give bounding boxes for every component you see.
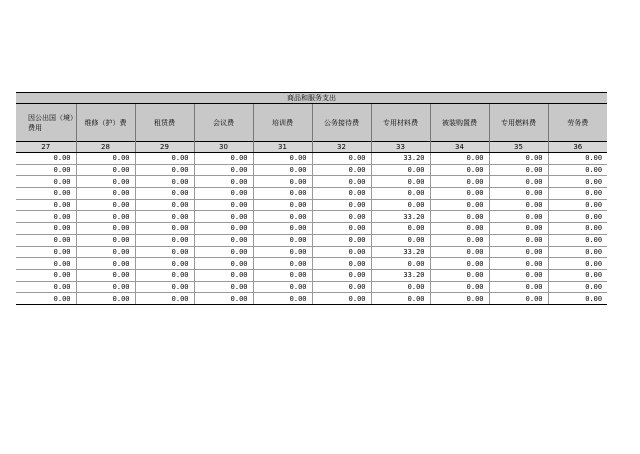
column-header: 专用燃料费 xyxy=(489,104,548,142)
table-cell: 0.00 xyxy=(135,246,194,258)
table-row xyxy=(16,188,607,200)
table-cell: 0.00 xyxy=(135,199,194,211)
table-cell: 0.00 xyxy=(76,269,135,281)
column-index: 33 xyxy=(371,142,430,153)
table-cell: 0.00 xyxy=(76,246,135,258)
table-cell: 33.20 xyxy=(371,246,430,258)
table-cell: 0.00 xyxy=(430,199,489,211)
table-cell: 0.00 xyxy=(194,223,253,235)
table-cell: 0.00 xyxy=(489,164,548,176)
table-cell: 0.00 xyxy=(548,246,607,258)
table-cell: 0.00 xyxy=(489,293,548,305)
table-cell: 0.00 xyxy=(135,153,194,165)
table-cell: 0.00 xyxy=(135,258,194,270)
expenditure-sheet xyxy=(16,92,607,305)
table-cell: 0.00 xyxy=(16,153,76,165)
table-cell: 0.00 xyxy=(489,281,548,293)
table-cell: 0.00 xyxy=(135,293,194,305)
table-cell: 0.00 xyxy=(76,281,135,293)
table-cell: 0.00 xyxy=(194,293,253,305)
table-cell: 0.00 xyxy=(76,176,135,188)
table-cell: 0.00 xyxy=(430,188,489,200)
table-cell: 0.00 xyxy=(489,246,548,258)
table-cell: 0.00 xyxy=(489,223,548,235)
table-cell: 0.00 xyxy=(76,188,135,200)
table-cell: 0.00 xyxy=(16,223,76,235)
table-cell: 0.00 xyxy=(548,293,607,305)
table-cell: 0.00 xyxy=(135,269,194,281)
table-cell: 0.00 xyxy=(194,188,253,200)
table-row xyxy=(16,164,607,176)
column-index: 35 xyxy=(489,142,548,153)
table-row xyxy=(16,281,607,293)
table-cell: 0.00 xyxy=(76,234,135,246)
table-cell: 0.00 xyxy=(16,211,76,223)
table-cell: 0.00 xyxy=(548,258,607,270)
table-cell: 0.00 xyxy=(548,269,607,281)
table-cell: 0.00 xyxy=(430,246,489,258)
table-cell: 0.00 xyxy=(371,281,430,293)
table-cell: 0.00 xyxy=(16,164,76,176)
table-cell: 33.20 xyxy=(371,269,430,281)
table-cell: 0.00 xyxy=(194,281,253,293)
table-cell: 0.00 xyxy=(430,153,489,165)
table-cell: 0.00 xyxy=(16,246,76,258)
table-cell: 0.00 xyxy=(430,293,489,305)
column-header-row xyxy=(16,104,607,142)
column-header: 培训费 xyxy=(253,104,312,142)
table-cell: 0.00 xyxy=(430,223,489,235)
table-cell: 0.00 xyxy=(548,188,607,200)
table-row xyxy=(16,269,607,281)
table-cell: 0.00 xyxy=(253,246,312,258)
table-cell: 0.00 xyxy=(548,223,607,235)
column-index: 29 xyxy=(135,142,194,153)
table-cell: 0.00 xyxy=(194,176,253,188)
table-cell: 0.00 xyxy=(312,258,371,270)
table-cell: 0.00 xyxy=(489,199,548,211)
table-cell: 0.00 xyxy=(489,269,548,281)
table-cell: 0.00 xyxy=(253,258,312,270)
column-index-row xyxy=(16,142,607,153)
table-row xyxy=(16,258,607,270)
table-cell: 0.00 xyxy=(489,258,548,270)
table-cell: 0.00 xyxy=(194,234,253,246)
table-cell: 0.00 xyxy=(253,188,312,200)
table-cell: 0.00 xyxy=(548,164,607,176)
table-cell: 0.00 xyxy=(312,153,371,165)
table-cell: 0.00 xyxy=(76,211,135,223)
table-cell: 0.00 xyxy=(76,258,135,270)
table-cell: 0.00 xyxy=(194,153,253,165)
column-header: 租赁费 xyxy=(135,104,194,142)
table-cell: 0.00 xyxy=(194,211,253,223)
table-cell: 0.00 xyxy=(135,281,194,293)
table-cell: 0.00 xyxy=(253,164,312,176)
table-cell: 0.00 xyxy=(194,164,253,176)
table-cell: 0.00 xyxy=(489,211,548,223)
column-index: 28 xyxy=(76,142,135,153)
table-cell: 0.00 xyxy=(16,199,76,211)
table-cell: 0.00 xyxy=(489,234,548,246)
table-cell: 0.00 xyxy=(312,281,371,293)
table-cell: 0.00 xyxy=(312,234,371,246)
table-cell: 0.00 xyxy=(312,188,371,200)
table-cell: 0.00 xyxy=(135,234,194,246)
table-cell: 0.00 xyxy=(312,164,371,176)
table-body xyxy=(16,153,607,305)
table-cell: 0.00 xyxy=(548,211,607,223)
table-cell: 0.00 xyxy=(135,176,194,188)
table-row xyxy=(16,211,607,223)
table-cell: 0.00 xyxy=(253,281,312,293)
table-row xyxy=(16,246,607,258)
table-cell: 0.00 xyxy=(371,164,430,176)
table-cell: 0.00 xyxy=(16,269,76,281)
table-cell: 0.00 xyxy=(548,153,607,165)
table-cell: 0.00 xyxy=(312,246,371,258)
group-title: 商品和服务支出 xyxy=(16,93,607,104)
table-row xyxy=(16,293,607,305)
column-index: 34 xyxy=(430,142,489,153)
table-cell: 0.00 xyxy=(76,164,135,176)
table-cell: 0.00 xyxy=(194,199,253,211)
table-row xyxy=(16,176,607,188)
table-cell: 0.00 xyxy=(135,223,194,235)
group-header-row xyxy=(16,93,607,104)
table-cell: 0.00 xyxy=(253,234,312,246)
table-cell: 33.20 xyxy=(371,153,430,165)
table-cell: 0.00 xyxy=(253,199,312,211)
table-cell: 0.00 xyxy=(430,258,489,270)
table-cell: 0.00 xyxy=(489,188,548,200)
column-index: 32 xyxy=(312,142,371,153)
table-cell: 0.00 xyxy=(430,281,489,293)
column-index: 30 xyxy=(194,142,253,153)
table-cell: 0.00 xyxy=(16,176,76,188)
table-cell: 0.00 xyxy=(253,223,312,235)
table-cell: 0.00 xyxy=(253,269,312,281)
table-cell: 0.00 xyxy=(253,293,312,305)
table-row xyxy=(16,234,607,246)
table-cell: 0.00 xyxy=(76,199,135,211)
table-cell: 0.00 xyxy=(135,211,194,223)
table-cell: 0.00 xyxy=(371,258,430,270)
column-index: 36 xyxy=(548,142,607,153)
table-cell: 0.00 xyxy=(76,223,135,235)
table-cell: 0.00 xyxy=(430,164,489,176)
table-cell: 0.00 xyxy=(16,281,76,293)
table-cell: 0.00 xyxy=(194,246,253,258)
column-header: 因公出国（境）费用 xyxy=(16,104,76,142)
table-cell: 0.00 xyxy=(312,293,371,305)
table-cell: 0.00 xyxy=(430,234,489,246)
table-cell: 0.00 xyxy=(489,153,548,165)
table-cell: 0.00 xyxy=(312,176,371,188)
table-row xyxy=(16,199,607,211)
table-row xyxy=(16,223,607,235)
column-index: 31 xyxy=(253,142,312,153)
table-cell: 0.00 xyxy=(371,223,430,235)
table-cell: 0.00 xyxy=(135,188,194,200)
table-cell: 0.00 xyxy=(253,211,312,223)
table-cell: 0.00 xyxy=(430,176,489,188)
table-cell: 0.00 xyxy=(371,199,430,211)
table-cell: 0.00 xyxy=(548,234,607,246)
column-header: 公务接待费 xyxy=(312,104,371,142)
column-index: 27 xyxy=(16,142,76,153)
table-cell: 0.00 xyxy=(16,234,76,246)
table-row xyxy=(16,153,607,165)
column-header: 维修（护）费 xyxy=(76,104,135,142)
table-cell: 0.00 xyxy=(253,176,312,188)
table-cell: 0.00 xyxy=(194,258,253,270)
column-header: 被装购置费 xyxy=(430,104,489,142)
table-cell: 0.00 xyxy=(371,176,430,188)
table-cell: 0.00 xyxy=(371,234,430,246)
table-cell: 0.00 xyxy=(371,293,430,305)
table-cell: 0.00 xyxy=(312,199,371,211)
table-cell: 0.00 xyxy=(489,176,548,188)
table-cell: 0.00 xyxy=(16,188,76,200)
table-cell: 0.00 xyxy=(430,211,489,223)
table-cell: 0.00 xyxy=(253,153,312,165)
table-cell: 0.00 xyxy=(548,199,607,211)
table-cell: 0.00 xyxy=(548,176,607,188)
table-cell: 0.00 xyxy=(16,293,76,305)
table-cell: 0.00 xyxy=(194,269,253,281)
table-cell: 0.00 xyxy=(312,223,371,235)
table-cell: 0.00 xyxy=(76,293,135,305)
column-header: 劳务费 xyxy=(548,104,607,142)
table-cell: 0.00 xyxy=(312,269,371,281)
table-cell: 0.00 xyxy=(135,164,194,176)
table-cell: 0.00 xyxy=(430,269,489,281)
table-cell: 0.00 xyxy=(548,281,607,293)
table-cell: 0.00 xyxy=(16,258,76,270)
column-header: 专用材料费 xyxy=(371,104,430,142)
table-cell: 0.00 xyxy=(76,153,135,165)
table-cell: 0.00 xyxy=(371,188,430,200)
table-cell: 33.20 xyxy=(371,211,430,223)
table-cell: 0.00 xyxy=(312,211,371,223)
column-header: 会议费 xyxy=(194,104,253,142)
expenditure-table xyxy=(16,92,607,305)
